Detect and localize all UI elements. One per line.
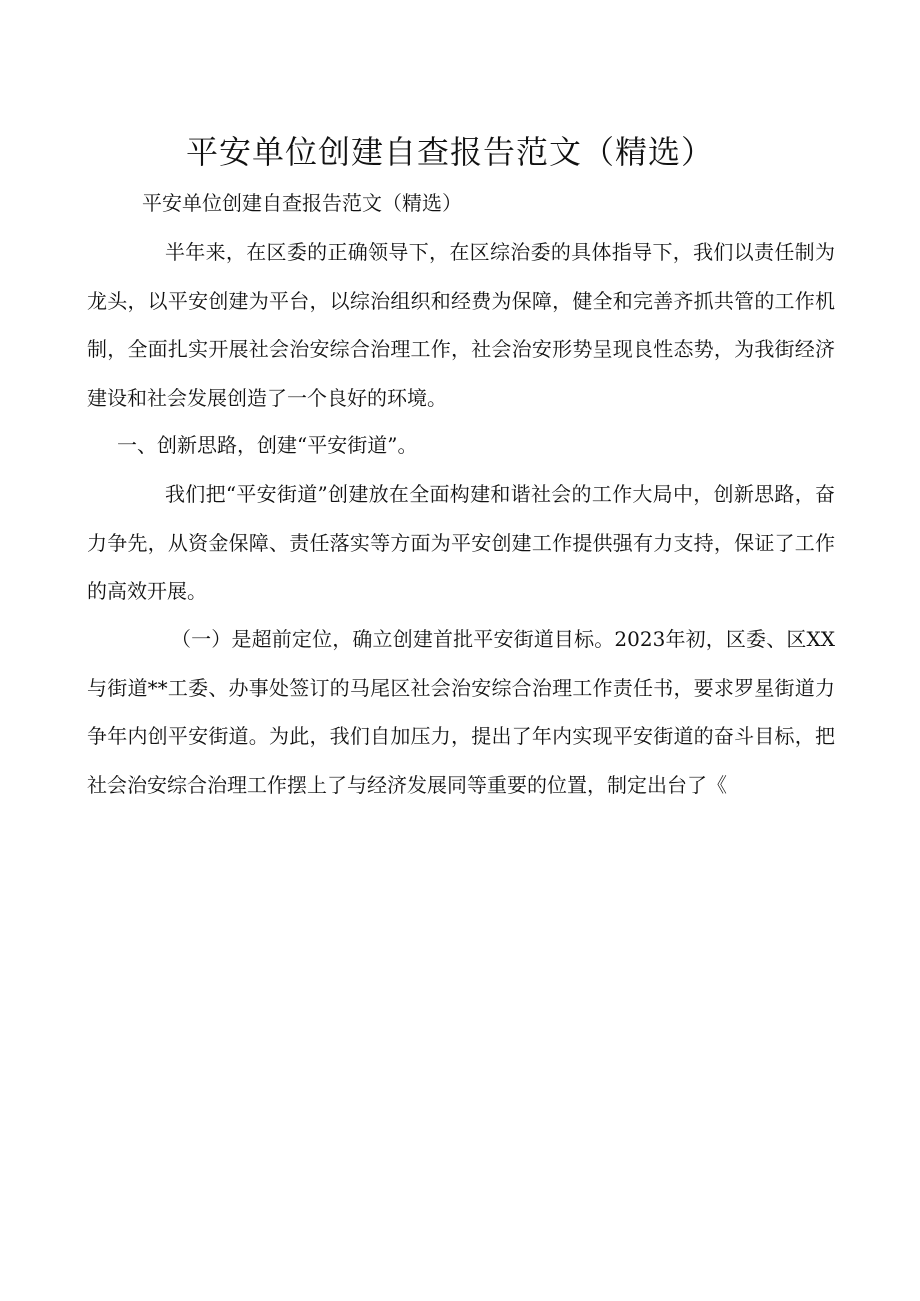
document-title: 平安单位创建自查报告范文（精选） bbox=[185, 133, 714, 171]
section-paragraph: 我们把“平安街道”创建放在全面构建和谐社会的工作大局中，创新思路，奋力争先，从资金保障、责任落实等方面为平安创建工作提供强有力支持，保证了工作的高效开展。 bbox=[87, 482, 835, 603]
intro-paragraph: 半年来，在区委的正确领导下，在区综治委的具体指导下，我们以责任制为龙头，以平安创建为平台，以综治组织和经费为保障，健全和完善齐抓共管的工作机制，全面扎实开展社会治安综合治理工作，社会治安形势呈现良性态势，为我街经济建设和社会发展创造了一个良好的环境。 bbox=[87, 240, 835, 410]
document-subtitle: 平安单位创建自查报告范文（精选） bbox=[142, 191, 462, 215]
section-heading: 一、创新思路，创建“平安街道”。 bbox=[117, 433, 418, 457]
subsection-paragraph: （一）是超前定位，确立创建首批平安街道目标。2023年初，区委、区XX与街道**工委、办事处签订的马尾区社会治安综合治理工作责任书，要求罗星街道力争年内创平安街道。为此，我们自加压力，提出了年内实现平安街道的奋斗目标，把社会治安综合治理工作摆上了与经济发展同等重要的位置，制定出台了《 bbox=[87, 627, 835, 797]
